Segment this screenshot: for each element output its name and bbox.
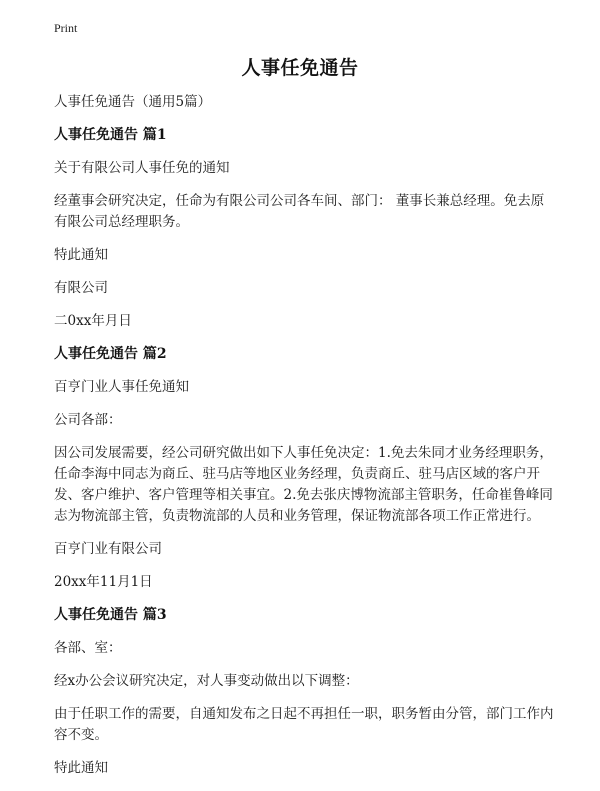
section-3-paragraph: 特此通知 <box>54 760 108 776</box>
section-1-date: 二0xx年月日 <box>54 313 132 329</box>
section-1-paragraph: 有限公司 <box>54 280 108 296</box>
section-3-paragraph: 经x办公会议研究决定，对人事变动做出以下调整： <box>54 673 359 689</box>
print-label: Print <box>54 21 78 35</box>
section-1-paragraph: 关于有限公司人事任免的通知 <box>54 160 230 176</box>
section-1-paragraph: 特此通知 <box>54 247 108 263</box>
document-intro: 人事任免通告（通用5篇） <box>54 94 212 110</box>
section-3-heading: 人事任免通告 篇3 <box>54 607 167 623</box>
section-3-paragraph: 由于任职工作的需要，自通知发布之日起不再担任一职，职务暂由分管，部门工作内容不变。 <box>54 706 554 743</box>
section-2-date: 20xx年11月1日 <box>54 574 153 590</box>
section-2-heading: 人事任免通告 篇2 <box>54 346 167 362</box>
section-2-paragraph: 百亨门业人事任免通知 <box>54 379 189 395</box>
section-2-paragraph: 百亨门业有限公司 <box>54 541 162 557</box>
section-2-paragraph: 公司各部： <box>54 412 122 428</box>
section-1-heading: 人事任免通告 篇1 <box>54 127 167 143</box>
section-3-paragraph: 各部、室： <box>54 640 122 656</box>
section-1-paragraph: 经董事会研究决定，任命为有限公司公司各车间、部门： 董事长兼总经理。免去原有限公司总经理职务。 <box>54 193 545 230</box>
section-2-paragraph: 因公司发展需要，经公司研究做出如下人事任免决定：1.免去朱同才业务经理职务，任命李海中同志为商丘、驻马店等地区业务经理，负责商丘、驻马店区域的客户开发、客户维护、客户管理等相关事宜。2.免去张庆博物流部主管职务，任命崔鲁峰同志为物流部主管，负责物流部的人员和业务管理，保证物流部各项工作正常进行。 <box>54 445 553 524</box>
document-title: 人事任免通告 <box>241 57 359 79</box>
document-body <box>54 92 554 791</box>
